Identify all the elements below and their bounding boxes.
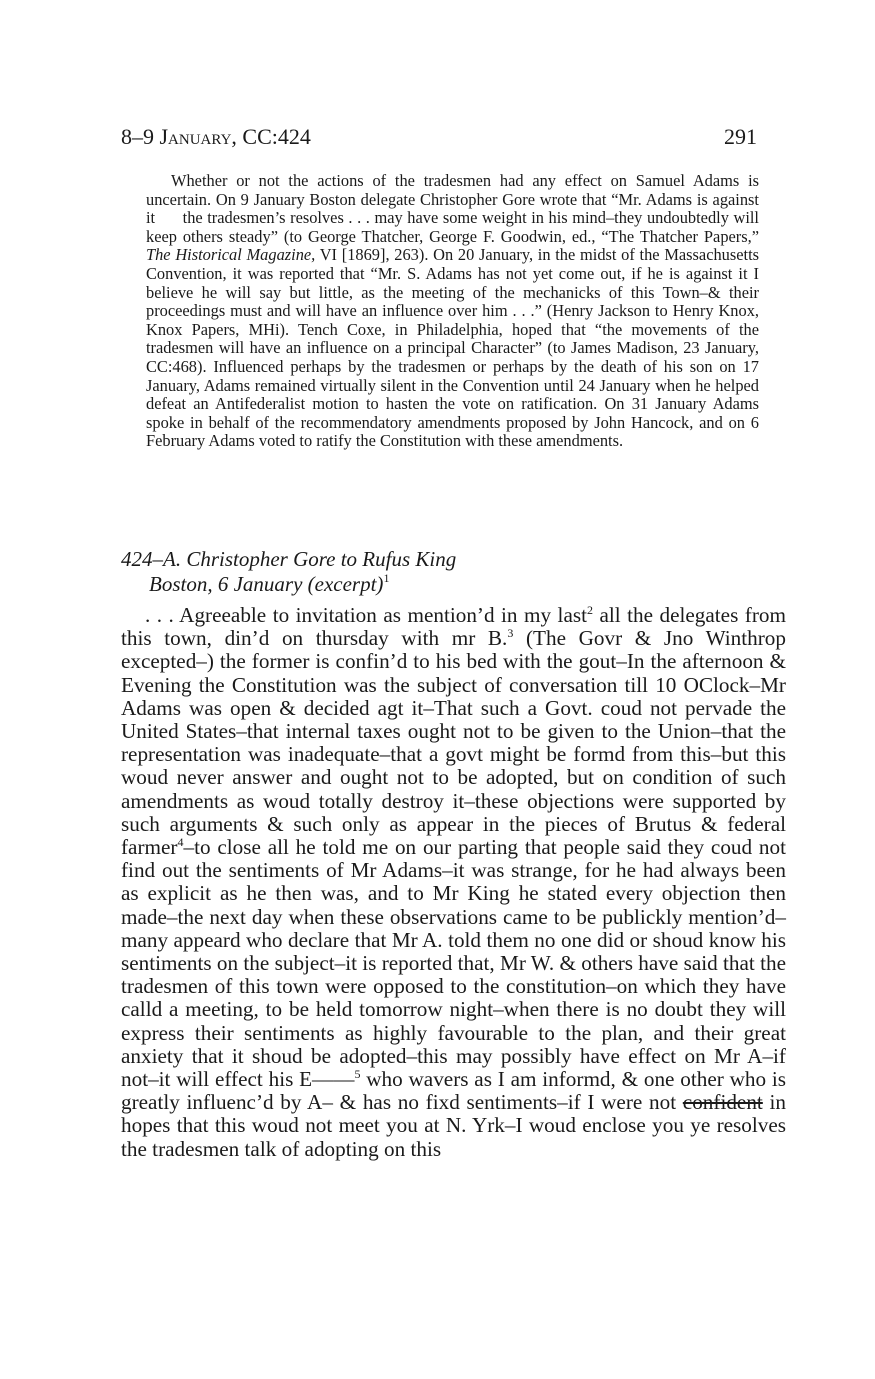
page-number: 291 (724, 124, 757, 149)
document-dateline (121, 572, 757, 597)
letter-text: who wavers as I am informd, & one other who is greatly influenc’d by A– & has no fixd sentiments–if I were not (121, 1067, 786, 1115)
running-head-month: January (159, 124, 232, 149)
footnote-ref: 3 (507, 626, 514, 641)
footnote-ref: 5 (354, 1067, 361, 1082)
document-heading (121, 547, 757, 597)
footnote-ref: 1 (383, 571, 390, 585)
running-head-date: 8–9 (121, 124, 160, 149)
document-title: 424–A. Christopher Gore to Rufus King (121, 547, 457, 571)
note-text-1: Whether or not the actions of the tradesmen had any effect on Samuel Adams is uncertain. On 9 January Boston delegate Christopher Gore wrote that “Mr. Adams is against it (146, 171, 759, 228)
letter-paragraph (121, 604, 786, 1161)
running-head-reference: , CC:424 (231, 124, 311, 149)
letter-text: –to close all he told me on our parting that people said they coud not find out the sentiments of Mr Adams–it was strange, for he had always been as explicit as he then was, and to Mr King he stated every objection then made–the next day when these observations came to be publickly mention’d–many appeard who declare that Mr A. told them no one did or shoud know his sentiments on the subject–it is reported that, Mr W. & others have said that the tradesmen of this town were opposed to the constitution–on which they have calld a meeting, to be held tomorrow night–when there is no doubt they will express their sentiments as highly favourable to the plan, and their great anxiety that it shoud be adopted–this may possibly have effect on Mr A–if not–it will effect his E—— (121, 835, 786, 1092)
letter-text: in hopes that this woud not meet you at N. Yrk–I woud enclose you ye resolves the tradesmen talk of adopting on this (121, 1090, 786, 1161)
letter-text: . . . Agreeable to invitation as mention’d in my last (145, 603, 587, 627)
letter-body (121, 604, 786, 1161)
note-text-3: VI [1869], 263). On 20 January, in the midst of the Massachusetts Convention, it was reported that “Mr. S. Adams has not yet come out, if he is against it I believe he will say but little, as the meeting of the mechanicks of this Town–& their proceedings must and will have an influence over him . . .” (Henry Jackson to Henry Knox, Knox Papers, MHi). Tench Coxe, in Philadelphia, hoped that “the movements of the tradesmen will have an influence on a principal Character” (to James Madison, 23 January, CC:468). Influenced perhaps by the tradesmen or perhaps by the death of his son on 17 January, Adams remained virtually silent in the Convention until 24 January when he helped defeat an Antifederalist motion to hasten the vote on ratification. On 31 January Adams spoke in behalf of the recommendatory amendments proposed by John Hancock, and on 6 February Adams voted to ratify the Constitution with these amendments. (146, 245, 760, 451)
letter-text: (The Govr & Jno Winthrop excepted–) the former is confin’d to his bed with the gout–In the afternoon & Evening the Constitution was the subject of conversation till 10 OClock–Mr Adams was open & decided agt it–That such a Govt. coud not pervade the United States–that internal taxes ought not to be given to the Union–that the representation was inadequate–that a govt might be formd from this–but this woud never answer and ought not to be adopted, but on condition of such amendments as woud totally destroy it–these objections were supported by such arguments & such only as appear in the pieces of Brutus & federal farmer (121, 626, 786, 860)
letter-text: all the delegates from this town, din’d on thursday with mr B. (121, 603, 786, 651)
page-header (121, 124, 757, 150)
editorial-note (146, 172, 759, 451)
running-head (121, 124, 311, 150)
footnote-ref: 2 (586, 603, 593, 617)
editorial-note-paragraph (146, 172, 759, 451)
footnote-ref: 4 (177, 835, 184, 850)
struck-word: confident (682, 1090, 763, 1115)
note-text-2: the tradesmen’s resolves . . . may have some weight in his mind–they undoubtedly will keep others steady” (to George Thatcher, George F. Goodwin, ed., “The Thatcher Papers,” (146, 208, 759, 246)
note-citation-title: The Historical Magazine, (146, 245, 316, 265)
document-dateline-text: Boston, 6 January (excerpt) (149, 572, 384, 596)
